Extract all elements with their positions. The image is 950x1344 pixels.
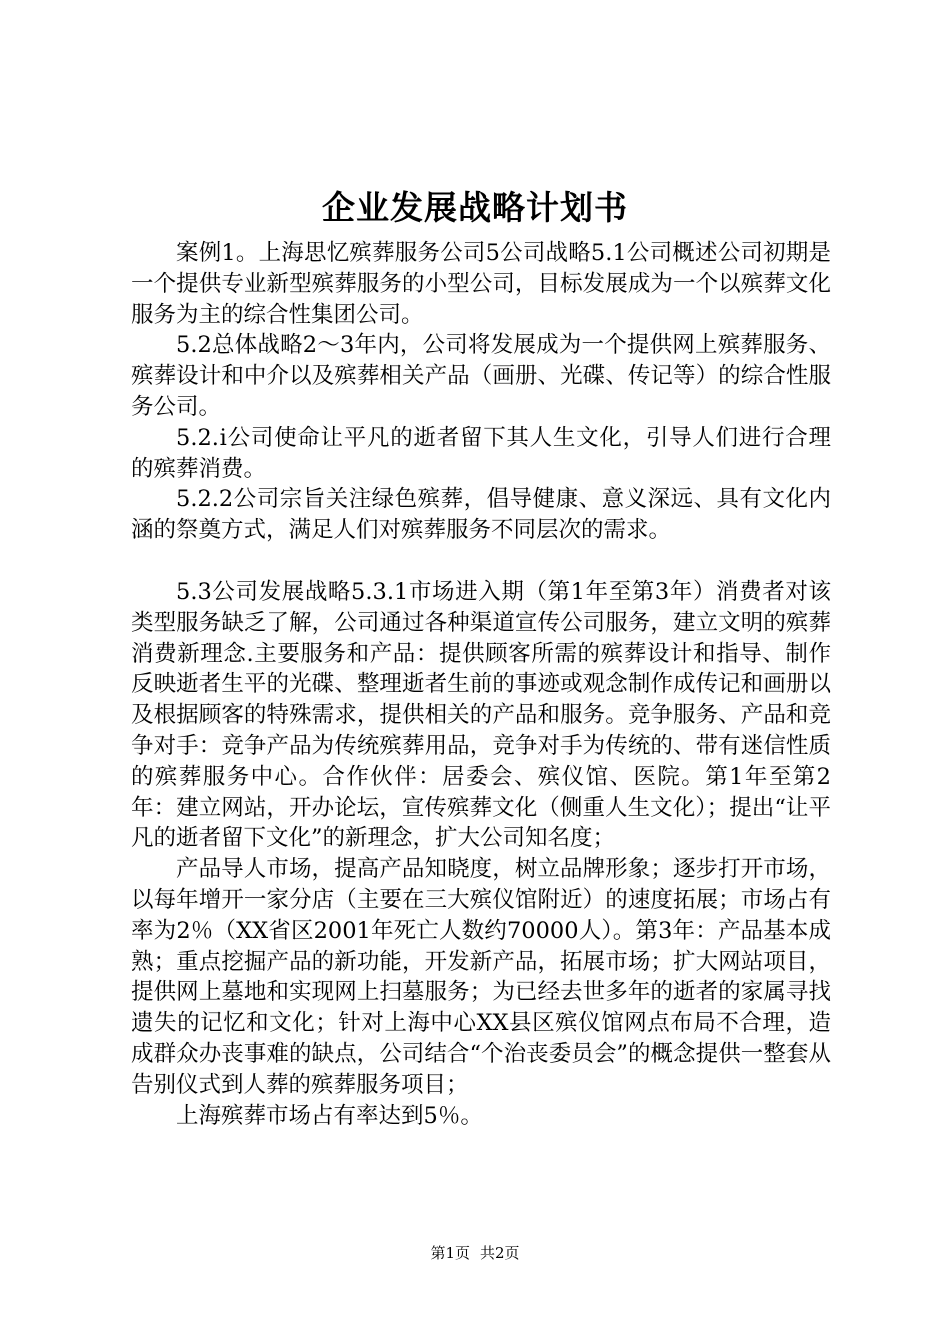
page-number: 第1页 <box>430 1244 470 1262</box>
paragraph-overall-strategy: 5.2总体战略2～3年内，公司将发展成为一个提供网上殡葬服务、殡葬设计和中介以及殡葬相关产品（画册、光碟、传记等）的综合性服务公司。 <box>131 332 831 420</box>
paragraph-company-purpose: 5.2.2公司宗旨关注绿色殡葬，倡导健康、意义深远、具有文化内涵的祭奠方式，满足人们对殡葬服务不同层次的需求。 <box>131 486 831 544</box>
page-footer <box>0 1243 950 1263</box>
paragraph-market-introduction: 产品导人市场，提高产品知晓度，树立品牌形象；逐步打开市场，以每年增开一家分店（主要在三大殡仪馆附近）的速度拓展；市场占有率为2％（XX省区2001年死亡人数约70000人）。第3年：产品基本成熟；重点挖掘产品的新功能，开发新产品，拓展市场；扩大网站项目，提供网上墓地和实现网上扫墓服务；为已经去世多年的逝者的家属寻找遗失的记忆和文化；针对上海中心XX县区殡仪馆网点布局不合理，造成群众办丧事难的缺点，公司结合“个治丧委员会”的概念提供一整套从告别仪式到人葬的殡葬服务项目； <box>131 856 831 1098</box>
paragraph-development-strategy: 5.3公司发展战略5.3.1市场进入期（第1年至第3年）消费者对该类型服务缺乏了解，公司通过各种渠道宣传公司服务，建立文明的殡葬消费新理念.主要服务和产品：提供顾客所需的殡葬设计和指导、制作反映逝者生平的光碟、整理逝者生前的事迹或观念制作成传记和画册以及根据顾客的特殊需求，提供相关的产品和服务。竞争服务、产品和竞争对手：竞争产品为传统殡葬用品，竞争对手为传统的、带有迷信性质的殡葬服务中心。合作伙伴：居委会、殡仪馆、医院。第1年至第2年：建立网站，开办论坛，宣传殡葬文化（侧重人生文化）；提出“让平凡的逝者留下文化”的新理念，扩大公司知名度； <box>131 578 831 852</box>
paragraph-market-share: 上海殡葬市场占有率达到5％。 <box>176 1102 483 1129</box>
paragraph-company-mission: 5.2.ⅰ公司使命让平凡的逝者留下其人生文化，引导人们进行合理的殡葬消费。 <box>131 424 831 482</box>
page-total: 共2页 <box>480 1244 520 1262</box>
document-body <box>131 238 831 1131</box>
document-title: 企业发展战略计划书 <box>322 188 628 227</box>
paragraph-case-overview: 案例1。上海思忆殡葬服务公司5公司战略5.1公司概述公司初期是一个提供专业新型殡葬服务的小型公司，目标发展成为一个以殡葬文化服务为主的综合性集团公司。 <box>131 240 831 328</box>
